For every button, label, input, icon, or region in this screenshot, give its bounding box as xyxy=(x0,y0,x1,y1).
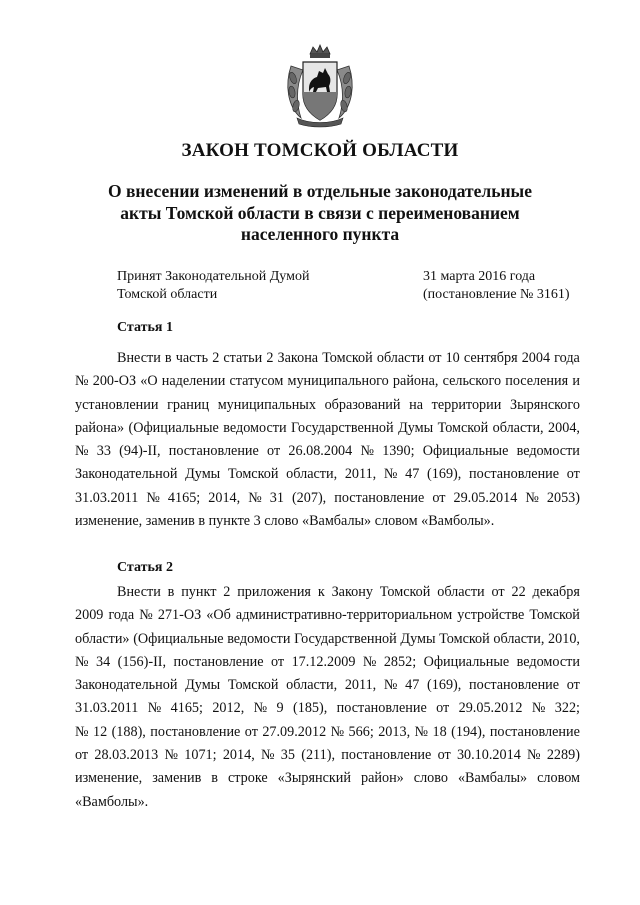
paragraph-line: от 28.03.2013 № 1071; 2014, № 35 (211), постановление от 30.10.2014 № 2289) xyxy=(75,747,580,764)
adoption-date-line: 31 марта 2016 года xyxy=(423,269,536,284)
paragraph-line: № 12 (188), постановление от 27.09.2012 № 566; 2013, № 18 (194), постановление xyxy=(75,723,580,740)
paragraph-line: Законодательной Думы Томской области, 2011, № 47 (169), постановление от xyxy=(75,677,580,694)
paragraph-line: № 34 (156)-II, постановление от 17.12.2009 № 2852; Официальные ведомости xyxy=(75,653,580,670)
paragraph-line: Внести в часть 2 статьи 2 Закона Томской области от 10 сентября 2004 года xyxy=(117,350,580,366)
coat-of-arms-icon xyxy=(283,44,357,128)
paragraph-line: 31.03.2011 № 4165; 2014, № 31 (207), постановление от 29.05.2014 № 2053) xyxy=(75,489,580,506)
article-2-body xyxy=(75,581,580,814)
article-2-heading: Статья 2 xyxy=(117,560,173,575)
paragraph-line: установлении границ муниципальных образований на территории Зырянского xyxy=(75,396,580,413)
law-subtitle xyxy=(60,181,580,246)
subtitle-line: населенного пункта xyxy=(240,224,400,244)
paragraph-line: № 200-ОЗ «О наделении статусом муниципального района, сельского поселения и xyxy=(75,373,580,390)
subtitle-line: О внесении изменений в отдельные законодательные xyxy=(107,181,532,201)
adoption-resolution-line: (постановление № 3161) xyxy=(423,287,570,302)
adoption-date xyxy=(423,268,570,304)
paragraph-line: изменение, заменив в строке «Зырянский район» слово «Вамбалы» словом xyxy=(75,770,580,787)
adoption-line: Томской области xyxy=(117,287,218,302)
article-1-body xyxy=(75,347,580,533)
paragraph-line: 2009 года № 271-ОЗ «Об административно-территориальном устройстве Томской xyxy=(75,607,580,624)
paragraph-line: «Вамболы». xyxy=(75,793,149,810)
adoption-line: Принят Законодательной Думой xyxy=(117,269,310,284)
paragraph-line: Законодательной Думы Томской области, 2011, № 47 (169), постановление от xyxy=(75,466,580,483)
paragraph-line: Внести в пункт 2 приложения к Закону Томской области от 22 декабря xyxy=(117,584,580,600)
law-title: ЗАКОН ТОМСКОЙ ОБЛАСТИ xyxy=(181,140,459,161)
paragraph-line: изменение, заменив в пункте 3 слово «Вамбалы» словом «Вамболы». xyxy=(75,513,495,530)
paragraph-line: района» (Официальные ведомости Государственной Думы Томской области, 2004, xyxy=(75,419,580,436)
article-1-heading: Статья 1 xyxy=(117,320,173,335)
paragraph-line: области» (Официальные ведомости Государственной Думы Томской области, 2010, xyxy=(75,630,580,647)
adoption-body xyxy=(117,268,309,304)
paragraph-line: № 33 (94)-II, постановление от 26.08.2004 № 1390; Официальные ведомости xyxy=(75,443,580,460)
paragraph-line: 31.03.2011 № 4165; 2012, № 9 (185), постановление от 29.05.2012 № 322; xyxy=(75,700,580,717)
subtitle-line: акты Томской области в связи с переименованием xyxy=(120,202,520,223)
